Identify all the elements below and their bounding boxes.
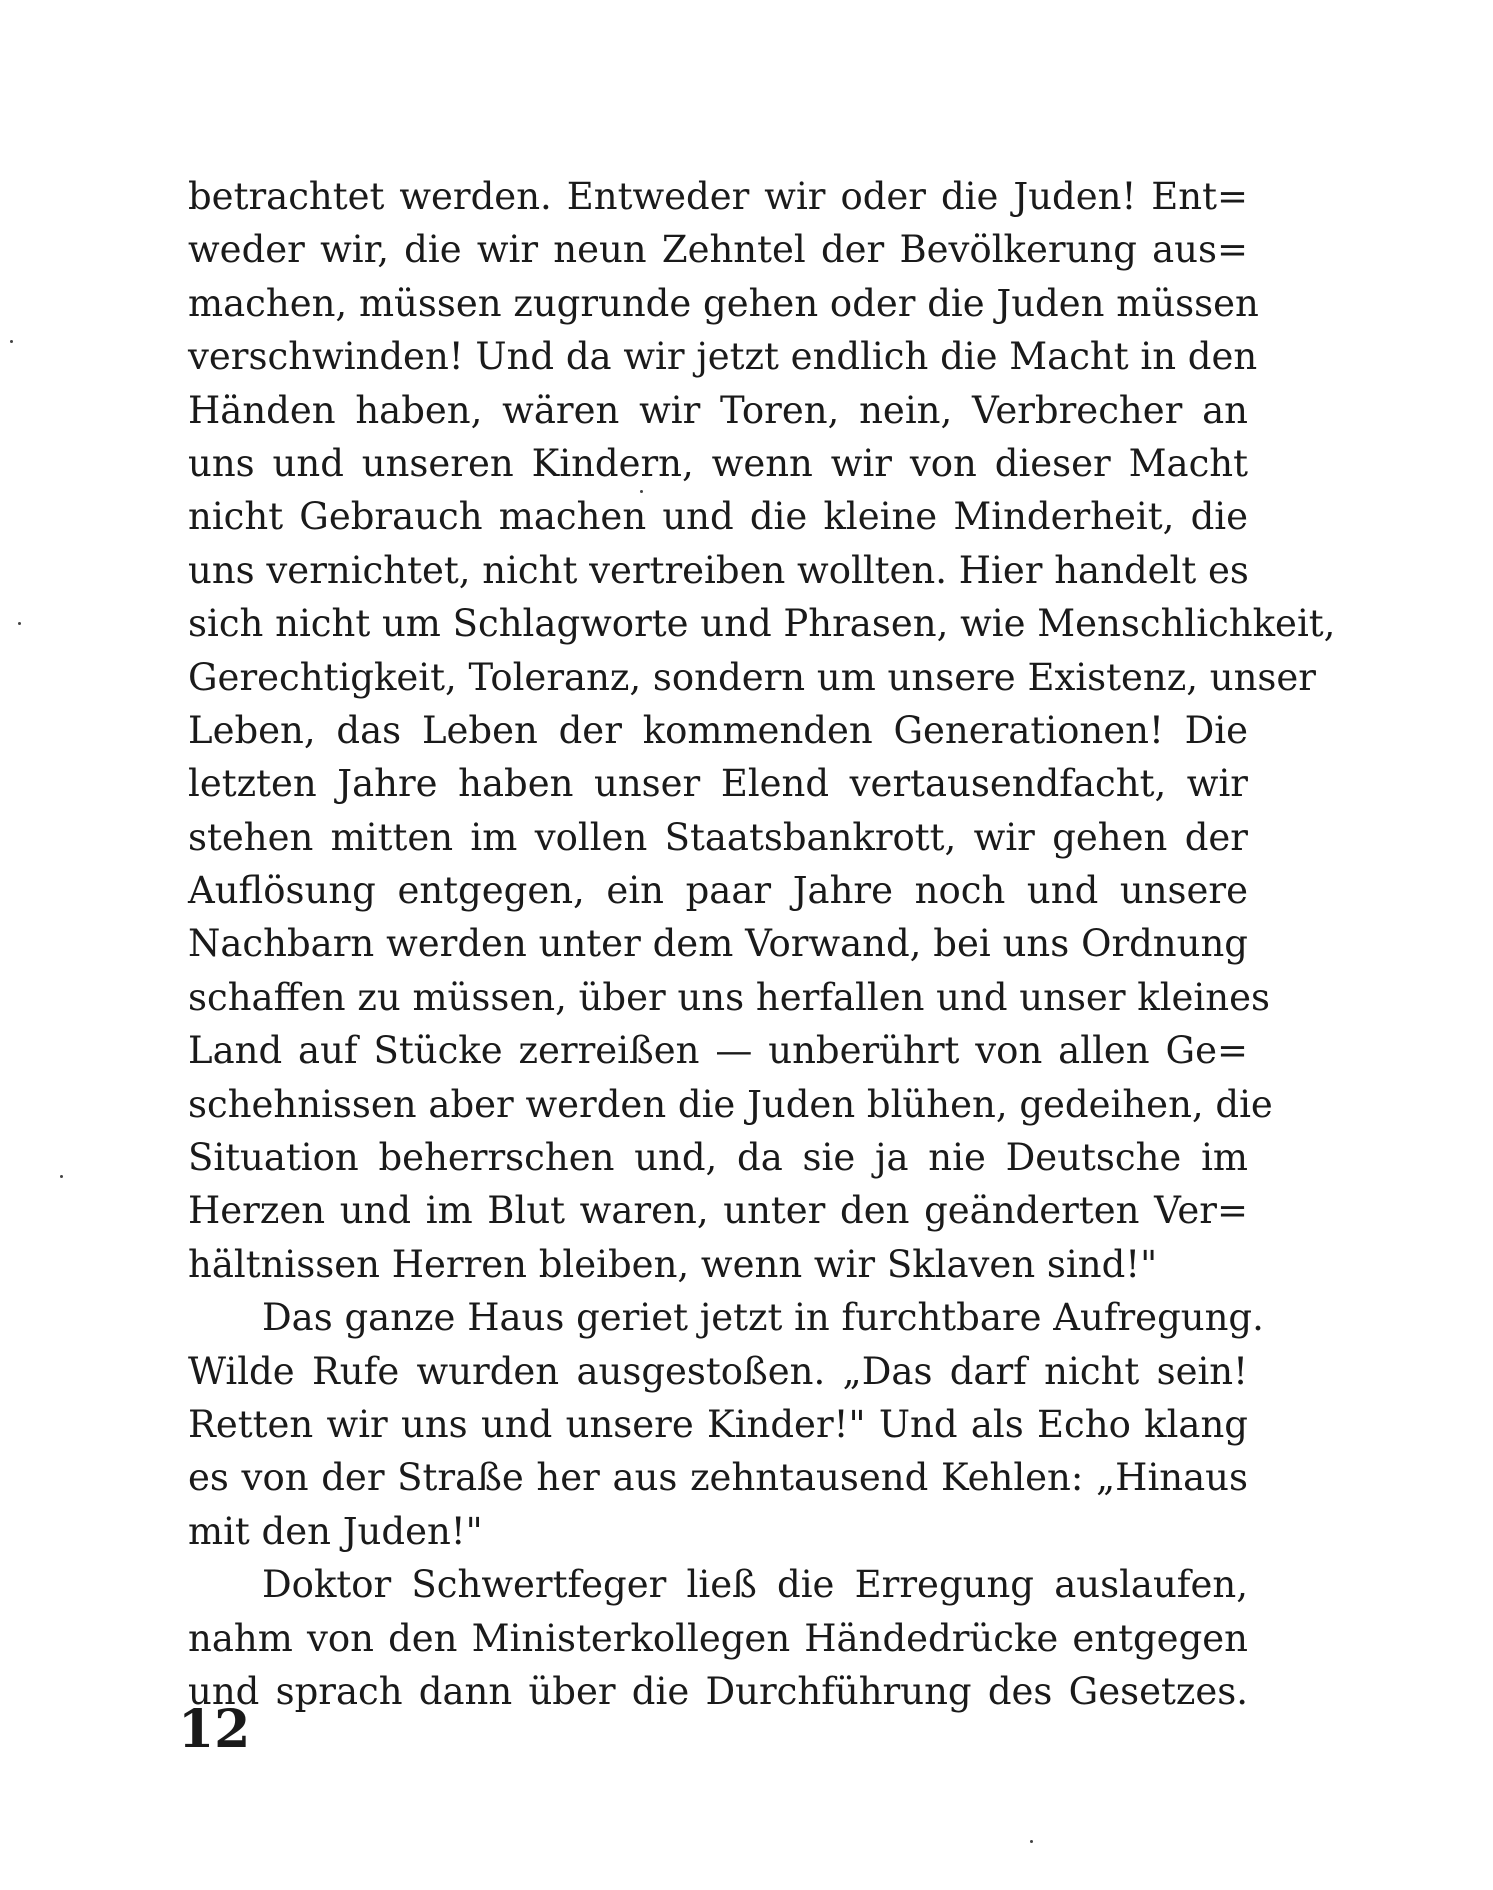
scan-speck (640, 490, 643, 493)
text-line: Retten wir uns und unsere Kinder!" Und als Echo klang (188, 1402, 1248, 1446)
text-line: Land auf Stücke zerreißen — unberührt von allen Ge= (188, 1029, 1248, 1073)
text-line: Gerechtigkeit, Toleranz, sondern um unsere Existenz, unser (188, 655, 1316, 699)
text-line: und sprach dann über die Durchführung des Gesetzes. (188, 1669, 1248, 1713)
scan-speck (60, 1175, 63, 1178)
text-line: letzten Jahre haben unser Elend vertausendfacht, wir (188, 762, 1248, 806)
page-number: 12 (178, 1699, 251, 1760)
text-line: Situation beherrschen und, da sie ja nie Deutsche im (188, 1136, 1248, 1180)
text-line: sich nicht um Schlagworte und Phrasen, wie Menschlichkeit, (188, 602, 1336, 646)
text-line: uns und unseren Kindern, wenn wir von dieser Macht (188, 441, 1248, 485)
text-line: Nachbarn werden unter dem Vorwand, bei uns Ordnung (188, 922, 1248, 966)
text-line: machen, müssen zugrunde gehen oder die Juden müssen (188, 281, 1259, 325)
text-line: betrachtet werden. Entweder wir oder die Juden! Ent= (188, 175, 1248, 218)
text-line: stehen mitten im vollen Staatsbankrott, wir gehen der (188, 815, 1248, 859)
text-line: schaffen zu müssen, über uns herfallen und unser kleines (188, 975, 1270, 1019)
text-line: nicht Gebrauch machen und die kleine Minderheit, die (188, 495, 1248, 539)
text-line: Doktor Schwertfeger ließ die Erregung auslaufen, (262, 1563, 1248, 1607)
body-text (188, 170, 1336, 1718)
text-line: Händen haben, wären wir Toren, nein, Verbrecher an (188, 388, 1248, 432)
text-line: nahm von den Ministerkollegen Händedrücke entgegen (188, 1616, 1248, 1660)
text-line: schehnissen aber werden die Juden blühen, gedeihen, die (188, 1082, 1273, 1126)
text-line: Wilde Rufe wurden ausgestoßen. „Das darf nicht sein! (188, 1349, 1248, 1393)
text-line: verschwinden! Und da wir jetzt endlich die Macht in den (188, 335, 1258, 379)
scan-speck (18, 622, 21, 625)
text-line: weder wir, die wir neun Zehntel der Bevölkerung aus= (188, 228, 1248, 272)
text-line: Auflösung entgegen, ein paar Jahre noch und unsere (188, 869, 1248, 913)
scan-speck (1030, 1840, 1033, 1843)
text-line: mit den Juden!" (188, 1509, 483, 1553)
text-line: Herzen und im Blut waren, unter den geänderten Ver= (188, 1189, 1248, 1233)
text-line: Leben, das Leben der kommenden Generationen! Die (188, 708, 1248, 752)
text-line: es von der Straße her aus zehntausend Kehlen: „Hinaus (188, 1456, 1248, 1500)
text-line: Das ganze Haus geriet jetzt in furchtbare Aufregung. (262, 1296, 1264, 1340)
text-line: uns vernichtet, nicht vertreiben wollten. Hier handelt es (188, 548, 1249, 592)
scan-speck (10, 340, 13, 343)
text-line: hältnissen Herren bleiben, wenn wir Sklaven sind!" (188, 1242, 1158, 1286)
